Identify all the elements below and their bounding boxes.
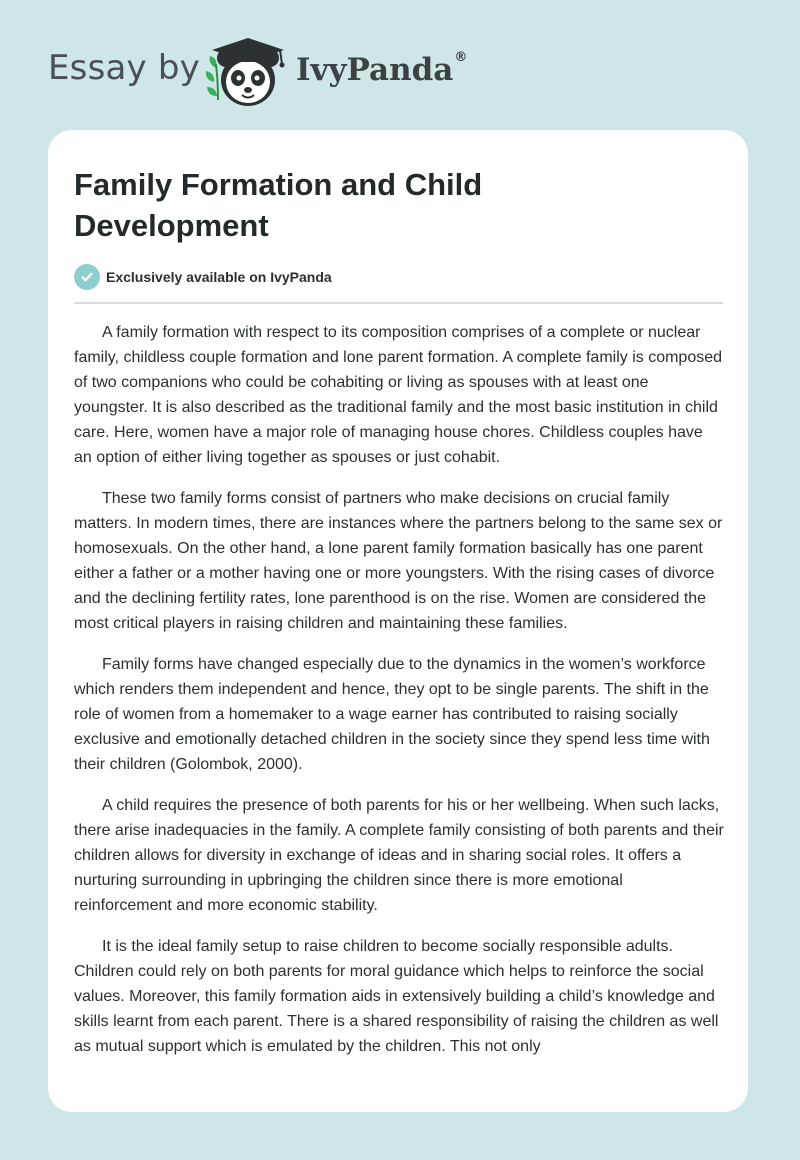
essay-body bbox=[74, 320, 724, 1075]
exclusive-badge-label: Exclusively available on IvyPanda bbox=[106, 269, 332, 285]
panda-graduate-logo-icon[interactable] bbox=[202, 34, 294, 110]
page-title: Family Formation and Child Development bbox=[74, 167, 483, 243]
paragraph: A family formation with respect to its composition comprises of a complete or nuclear family, childless couple formation and lone parent formation. A complete family is composed of two companions who could be cohabiting or living as spouses with at least one youngster. It is also described as the traditional family and the most basic institution in child care. Here, women have a major role of managing house chores. Childless couples have an option of either living together as spouses or just cohabit. bbox=[74, 324, 723, 466]
paragraph: Family forms have changed especially due to the dynamics in the women’s workforce which renders them independent and hence, they opt to be single parents. The shift in the role of women from a homemaker to a wage earner has contributed to raising socially exclusive and emotionally detached children in the society since they spend less time with their children (Golombok, 2000). bbox=[74, 656, 710, 773]
check-icon bbox=[74, 264, 100, 290]
paragraph: These two family forms consist of partners who make decisions on crucial family matters. In modern times, there are instances where the partners belong to the same sex or homosexuals. On the other hand, a lone parent family formation basically has one parent either a father or a mother having one or more youngsters. With the rising cases of divorce and the declining fertility rates, lone parenthood is on the rise. Women are considered the most critical players in raising children and maintaining these families. bbox=[74, 490, 723, 632]
trademark-symbol: ® bbox=[454, 50, 468, 65]
exclusive-badge bbox=[74, 263, 332, 291]
brand-name-text: IvyPanda bbox=[296, 52, 454, 88]
site-header bbox=[48, 34, 508, 110]
paragraph: A child requires the presence of both parents for his or her wellbeing. When such lacks, there arise inadequacies in the family. A complete family consisting of both parents and their children allows for diversity in exchange of ideas and in sharing social roles. It offers a nurturing surrounding in upbringing the children since there is more emotional reinforcement and more economic stability. bbox=[74, 797, 724, 914]
essay-card bbox=[48, 130, 748, 1112]
divider bbox=[74, 302, 723, 304]
brand-name[interactable] bbox=[296, 52, 467, 88]
essay-by-label: Essay by bbox=[48, 48, 200, 88]
paragraph: It is the ideal family setup to raise children to become socially responsible adults. Children could rely on both parents for moral guidance which helps to reinforce the social values. Moreover, this family formation aids in extensively building a child’s knowledge and skills learnt from each parent. There is a shared responsibility of raising the children as well as mutual support which is emulated by the children. This not only bbox=[74, 938, 719, 1055]
